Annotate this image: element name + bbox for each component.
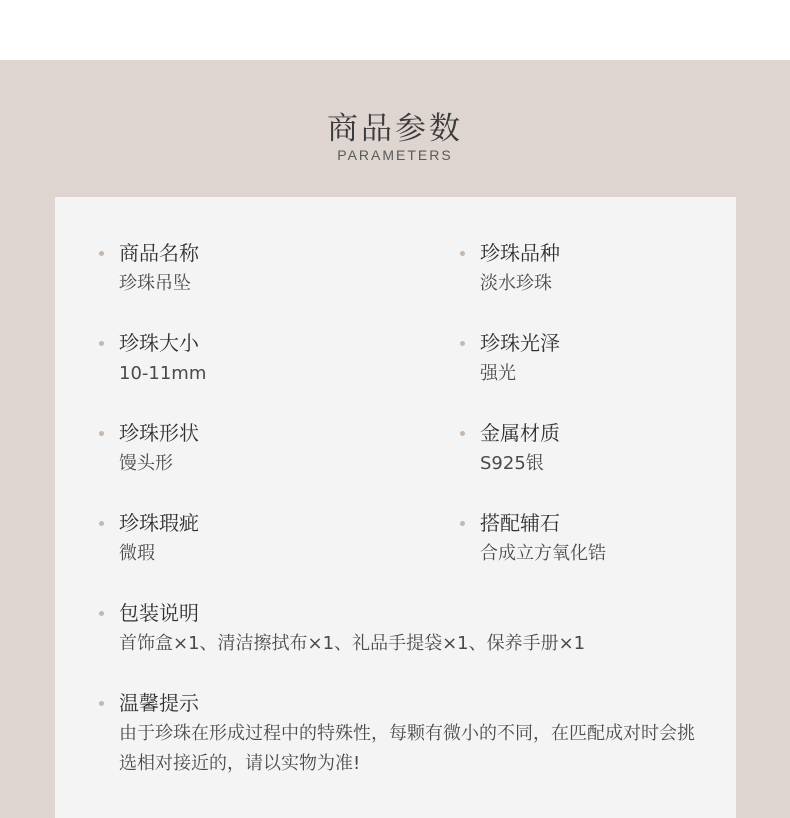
param-value: 10-11mm <box>119 363 207 384</box>
param-pearl-luster <box>480 331 560 389</box>
param-label: 金属材质 <box>480 421 560 445</box>
bullet-dot-icon <box>460 251 465 256</box>
param-accent-stone <box>480 511 606 569</box>
param-value: 由于珍珠在形成过程中的特殊性，每颗有微小的不同，在匹配成对时会挑选相对接近的，请以实物为准! <box>119 723 695 774</box>
section-title: 商品参数 <box>327 111 463 147</box>
param-label: 包装说明 <box>119 601 199 625</box>
param-label: 珍珠形状 <box>119 421 199 445</box>
bullet-dot-icon <box>460 431 465 436</box>
param-packaging <box>119 601 585 659</box>
param-value: 强光 <box>480 363 516 384</box>
param-label: 珍珠品种 <box>480 241 560 265</box>
param-label: 商品名称 <box>119 241 199 265</box>
param-value: 淡水珍珠 <box>480 273 552 294</box>
param-label: 珍珠光泽 <box>480 331 560 355</box>
param-value: 首饰盒×1、清洁擦拭布×1、礼品手提袋×1、保养手册×1 <box>119 633 586 654</box>
bullet-dot-icon <box>99 431 104 436</box>
param-pearl-flaws <box>119 511 199 569</box>
bullet-dot-icon <box>99 341 104 346</box>
bullet-dot-icon <box>99 251 104 256</box>
bullet-dot-icon <box>460 341 465 346</box>
param-metal-material <box>480 421 560 479</box>
bullet-dot-icon <box>99 521 104 526</box>
section-subtitle: PARAMETERS <box>337 147 453 163</box>
param-pearl-shape <box>119 421 199 479</box>
param-label: 珍珠瑕疵 <box>119 511 199 535</box>
param-value: 馒头形 <box>119 453 173 474</box>
param-label: 搭配辅石 <box>480 511 560 535</box>
param-notice <box>119 691 709 779</box>
param-value: 微瑕 <box>119 543 155 564</box>
param-value: 珍珠吊坠 <box>119 273 191 294</box>
bullet-dot-icon <box>99 701 104 706</box>
param-label: 珍珠大小 <box>119 331 199 355</box>
bullet-dot-icon <box>460 521 465 526</box>
param-label: 温馨提示 <box>119 691 199 715</box>
param-pearl-size <box>119 331 206 389</box>
parameters-card <box>55 197 736 818</box>
param-value: S925银 <box>480 453 544 474</box>
param-value: 合成立方氧化锆 <box>480 543 606 564</box>
param-pearl-variety <box>480 241 560 299</box>
param-product-name <box>119 241 199 299</box>
bullet-dot-icon <box>99 611 104 616</box>
